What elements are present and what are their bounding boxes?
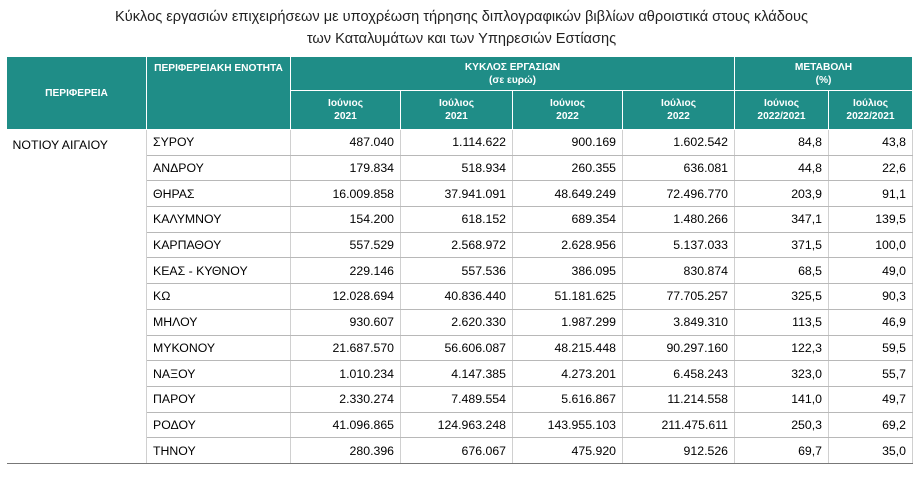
value-cell-chg-jul: 43,8 <box>829 130 913 156</box>
regional-unit-cell: ΚΑΡΠΑΘΟΥ <box>147 232 291 258</box>
regional-unit-cell: ΜΥΚΟΝΟΥ <box>147 335 291 361</box>
header-region: ΠΕΡΙΦΕΡΕΙΑ <box>7 57 147 130</box>
value-cell-jul2022: 90.297.160 <box>623 335 735 361</box>
value-cell-jul2021: 40.836.440 <box>401 284 513 310</box>
value-cell-chg-jul: 35,0 <box>829 438 913 464</box>
value-cell-chg-jul: 49,7 <box>829 386 913 412</box>
value-cell-jul2021: 2.620.330 <box>401 309 513 335</box>
header-period-jun-2021: Ιούνιος 2021 <box>291 91 401 130</box>
value-cell-jul2022: 3.849.310 <box>623 309 735 335</box>
regional-unit-cell: ΚΩ <box>147 284 291 310</box>
value-cell-jul2021: 518.934 <box>401 155 513 181</box>
value-cell-jun2022: 5.616.867 <box>513 386 623 412</box>
value-cell-jul2022: 77.705.257 <box>623 284 735 310</box>
value-cell-jun2022: 386.095 <box>513 258 623 284</box>
header-turnover <box>291 57 735 91</box>
table-title <box>0 6 923 50</box>
value-cell-jul2022: 5.137.033 <box>623 232 735 258</box>
value-cell-jun2022: 1.987.299 <box>513 309 623 335</box>
value-cell-jun2022: 900.169 <box>513 130 623 156</box>
regional-unit-cell: ΡΟΔΟΥ <box>147 412 291 438</box>
value-cell-jun2021: 280.396 <box>291 438 401 464</box>
value-cell-jul2022: 72.496.770 <box>623 181 735 207</box>
value-cell-jul2021: 676.067 <box>401 438 513 464</box>
header-period-jun-2022: Ιούνιος 2022 <box>513 91 623 130</box>
value-cell-jun2021: 487.040 <box>291 130 401 156</box>
turnover-table <box>6 56 913 464</box>
value-cell-chg-jul: 22,6 <box>829 155 913 181</box>
value-cell-jun2021: 12.028.694 <box>291 284 401 310</box>
regional-unit-cell: ΑΝΔΡΟΥ <box>147 155 291 181</box>
value-cell-jul2021: 56.606.087 <box>401 335 513 361</box>
value-cell-jun2021: 2.330.274 <box>291 386 401 412</box>
value-cell-jun2022: 143.955.103 <box>513 412 623 438</box>
value-cell-chg-jun: 122,3 <box>735 335 829 361</box>
value-cell-jul2022: 1.480.266 <box>623 207 735 233</box>
value-cell-jun2021: 41.096.865 <box>291 412 401 438</box>
value-cell-jul2021: 37.941.091 <box>401 181 513 207</box>
value-cell-jul2022: 830.874 <box>623 258 735 284</box>
value-cell-jul2022: 1.602.542 <box>623 130 735 156</box>
regional-unit-cell: ΘΗΡΑΣ <box>147 181 291 207</box>
value-cell-chg-jul: 91,1 <box>829 181 913 207</box>
value-cell-jun2022: 48.215.448 <box>513 335 623 361</box>
value-cell-jul2021: 1.114.622 <box>401 130 513 156</box>
value-cell-jul2021: 4.147.385 <box>401 361 513 387</box>
value-cell-chg-jul: 46,9 <box>829 309 913 335</box>
value-cell-jun2021: 557.529 <box>291 232 401 258</box>
value-cell-chg-jul: 69,2 <box>829 412 913 438</box>
regional-unit-cell: ΚΑΛΥΜΝΟΥ <box>147 207 291 233</box>
regional-unit-cell: ΣΥΡΟΥ <box>147 130 291 156</box>
table-body <box>7 130 913 464</box>
value-cell-chg-jun: 44,8 <box>735 155 829 181</box>
value-cell-chg-jul: 49,0 <box>829 258 913 284</box>
value-cell-jul2021: 557.536 <box>401 258 513 284</box>
value-cell-jul2021: 124.963.248 <box>401 412 513 438</box>
value-cell-jul2021: 2.568.972 <box>401 232 513 258</box>
regional-unit-cell: ΝΑΞΟΥ <box>147 361 291 387</box>
regional-unit-cell: ΠΑΡΟΥ <box>147 386 291 412</box>
value-cell-jul2021: 618.152 <box>401 207 513 233</box>
header-regional-unit: ΠΕΡΙΦΕΡΕΙΑΚΗ ΕΝΟΤΗΤΑ <box>147 57 291 130</box>
value-cell-jul2022: 636.081 <box>623 155 735 181</box>
value-cell-chg-jun: 113,5 <box>735 309 829 335</box>
value-cell-jun2021: 1.010.234 <box>291 361 401 387</box>
value-cell-jun2022: 689.354 <box>513 207 623 233</box>
title-line-1: Κύκλος εργασιών επιχειρήσεων με υποχρέωση τήρησης διπλογραφικών βιβλίων αθροιστικά στους κλάδους <box>114 9 809 25</box>
value-cell-chg-jul: 55,7 <box>829 361 913 387</box>
value-cell-chg-jul: 90,3 <box>829 284 913 310</box>
region-cell: ΝΟΤΙΟΥ ΑΙΓΑΙΟΥ <box>7 130 147 464</box>
value-cell-jun2022: 2.628.956 <box>513 232 623 258</box>
value-cell-chg-jun: 69,7 <box>735 438 829 464</box>
header-change <box>735 57 913 91</box>
value-cell-chg-jun: 347,1 <box>735 207 829 233</box>
value-cell-jun2021: 154.200 <box>291 207 401 233</box>
regional-unit-cell: ΤΗΝΟΥ <box>147 438 291 464</box>
value-cell-jun2021: 229.146 <box>291 258 401 284</box>
header-turnover-unit: (σε ευρώ) <box>488 74 537 86</box>
value-cell-jul2021: 7.489.554 <box>401 386 513 412</box>
value-cell-jul2022: 6.458.243 <box>623 361 735 387</box>
value-cell-chg-jun: 325,5 <box>735 284 829 310</box>
value-cell-jul2022: 211.475.611 <box>623 412 735 438</box>
regional-unit-cell: ΜΗΛΟΥ <box>147 309 291 335</box>
value-cell-chg-jul: 100,0 <box>829 232 913 258</box>
value-cell-jul2022: 912.526 <box>623 438 735 464</box>
value-cell-jun2021: 16.009.858 <box>291 181 401 207</box>
value-cell-jul2022: 11.214.558 <box>623 386 735 412</box>
value-cell-chg-jun: 323,0 <box>735 361 829 387</box>
value-cell-jun2022: 4.273.201 <box>513 361 623 387</box>
header-period-jul-2022: Ιούλιος 2022 <box>623 91 735 130</box>
value-cell-chg-jun: 203,9 <box>735 181 829 207</box>
header-turnover-label: ΚΥΚΛΟΣ ΕΡΓΑΣΙΩΝ <box>464 61 561 73</box>
value-cell-chg-jun: 84,8 <box>735 130 829 156</box>
title-line-2: των Καταλυμάτων και των Υπηρεσιών Εστίασης <box>306 31 617 47</box>
value-cell-jun2021: 930.607 <box>291 309 401 335</box>
header-change-jun: Ιούνιος 2022/2021 <box>735 91 829 130</box>
value-cell-jun2022: 48.649.249 <box>513 181 623 207</box>
value-cell-jun2022: 475.920 <box>513 438 623 464</box>
header-change-jul: Ιούλιος 2022/2021 <box>829 91 913 130</box>
value-cell-jun2021: 179.834 <box>291 155 401 181</box>
table-row <box>7 130 913 156</box>
value-cell-chg-jun: 250,3 <box>735 412 829 438</box>
value-cell-jun2022: 260.355 <box>513 155 623 181</box>
header-change-label: ΜΕΤΑΒΟΛΗ <box>794 61 853 73</box>
header-period-jul-2021: Ιούλιος 2021 <box>401 91 513 130</box>
value-cell-chg-jun: 68,5 <box>735 258 829 284</box>
header-change-unit: (%) <box>815 74 832 86</box>
value-cell-chg-jun: 371,5 <box>735 232 829 258</box>
value-cell-chg-jul: 139,5 <box>829 207 913 233</box>
value-cell-jun2021: 21.687.570 <box>291 335 401 361</box>
regional-unit-cell: ΚΕΑΣ - ΚΥΘΝΟΥ <box>147 258 291 284</box>
value-cell-jun2022: 51.181.625 <box>513 284 623 310</box>
value-cell-chg-jul: 59,5 <box>829 335 913 361</box>
value-cell-chg-jun: 141,0 <box>735 386 829 412</box>
